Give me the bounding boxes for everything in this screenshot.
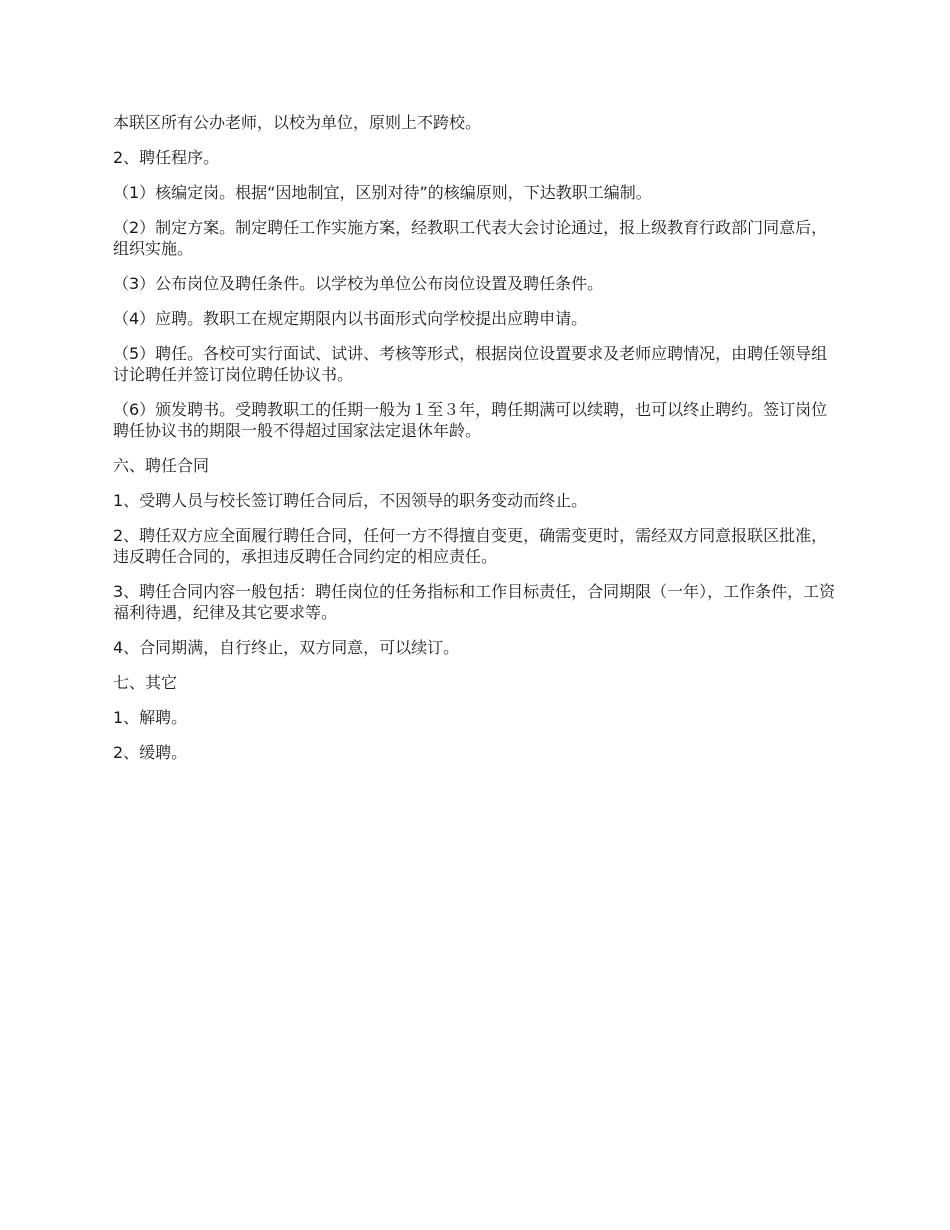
paragraph-contract-3: 3、聘任合同内容一般包括：聘任岗位的任务指标和工作目标责任，合同期限（一年），工作条件，工资福利待遇，纪律及其它要求等。 <box>113 582 836 622</box>
paragraph-scope: 本联区所有公办老师，以校为单位，原则上不跨校。 <box>113 113 482 132</box>
paragraph-other-2: 2、缓聘。 <box>113 743 188 762</box>
paragraph-contract-1: 1、受聘人员与校长签订聘任合同后，不因领导的职务变动而终止。 <box>113 491 588 510</box>
paragraph-contract-2: 2、聘任双方应全面履行聘任合同，任何一方不得擅自变更，确需变更时，需经双方同意报联区批准，违反聘任合同的，承担违反聘任合同约定的相应责任。 <box>113 526 828 566</box>
paragraph-contract-4: 4、合同期满，自行终止，双方同意，可以续订。 <box>113 638 460 657</box>
paragraph-step-6: （6）颁发聘书。受聘教职工的任期一般为１至３年，聘任期满可以续聘，也可以终止聘约。签订岗位聘任协议书的期限一般不得超过国家法定退休年龄。 <box>113 400 828 440</box>
paragraph-step-3: （3）公布岗位及聘任条件。以学校为单位公布岗位设置及聘任条件。 <box>113 274 604 293</box>
section-heading-other: 七、其它 <box>113 673 178 692</box>
paragraph-other-1: 1、解聘。 <box>113 708 188 727</box>
paragraph-step-5: （5）聘任。各校可实行面试、试讲、考核等形式，根据岗位设置要求及老师应聘情况，由聘任领导组讨论聘任并签订岗位聘任协议书。 <box>113 344 828 384</box>
section-heading-contract: 六、聘任合同 <box>113 456 210 475</box>
paragraph-step-1: （1）核编定岗。根据“因地制宜，区别对待”的核编原则，下达教职工编制。 <box>113 183 652 202</box>
paragraph-step-2: （2）制定方案。制定聘任工作实施方案，经教职工代表大会讨论通过，报上级教育行政部门同意后，组织实施。 <box>113 218 828 258</box>
document-body <box>113 112 838 777</box>
paragraph-step-4: （4）应聘。教职工在规定期限内以书面形式向学校提出应聘申请。 <box>113 309 588 328</box>
heading-hiring-procedure: 2、聘任程序。 <box>113 148 220 167</box>
